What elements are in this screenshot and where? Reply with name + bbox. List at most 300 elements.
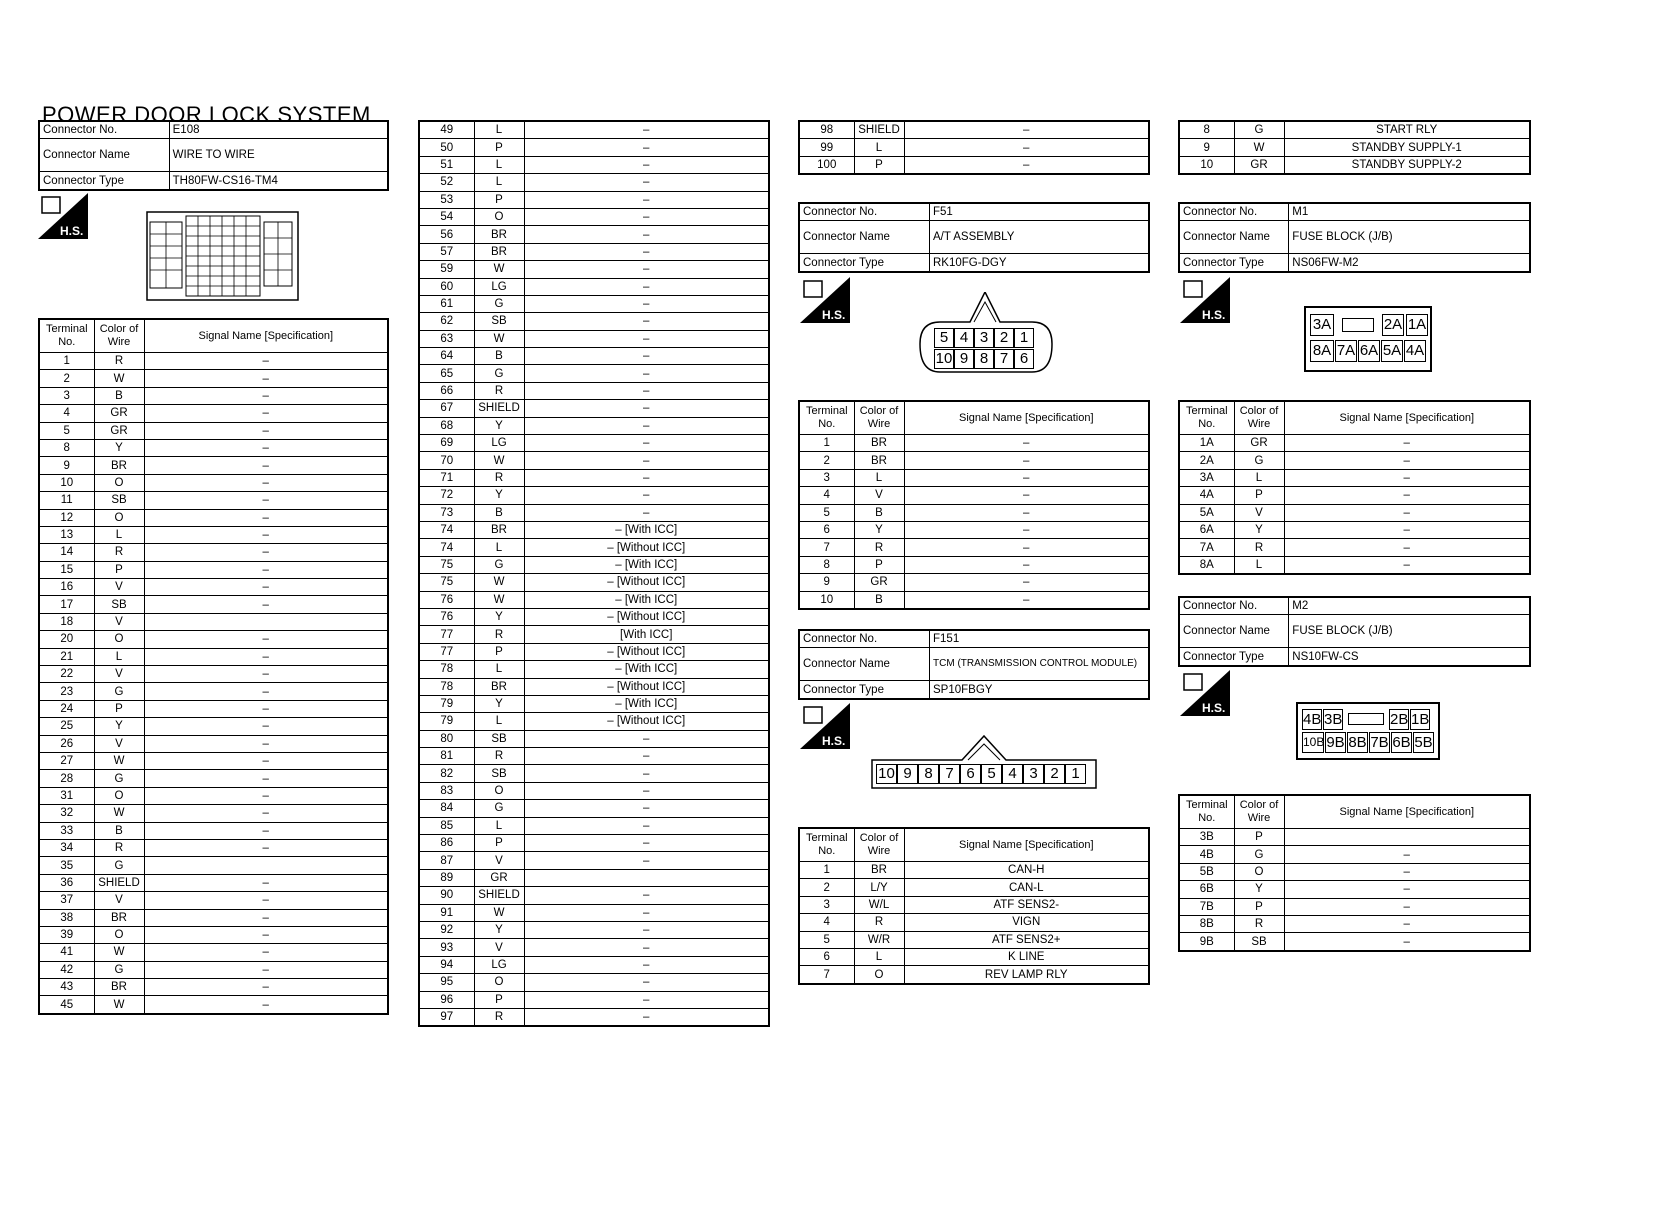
table-row (419, 539, 769, 556)
wire-color-cell: SHIELD (94, 874, 144, 891)
signal-name-cell: – [With ICC] (524, 591, 769, 608)
pin-row (934, 328, 1038, 348)
wire-color-cell: R (1234, 539, 1284, 556)
pin: 1 (1065, 764, 1086, 784)
signal-name-cell: – (144, 422, 388, 439)
signal-name-cell: – (524, 504, 769, 521)
wire-color-cell: W (94, 944, 144, 961)
signal-name-cell: – (1284, 539, 1530, 556)
table-row (39, 926, 388, 943)
wire-color-cell: O (1234, 863, 1284, 880)
pin: 1A (1406, 314, 1428, 336)
wire-color-cell: BR (474, 521, 524, 538)
connector-f151-table-cont (1178, 120, 1531, 175)
table-row (419, 661, 769, 678)
terminal-no-cell: 20 (39, 631, 94, 648)
wire-color-cell: G (474, 295, 524, 312)
terminal-no-cell: 4B (1179, 846, 1234, 863)
terminal-no-cell: 7 (799, 539, 854, 556)
signal-name-cell: – (524, 1008, 769, 1026)
terminal-no-cell: 9 (1179, 139, 1234, 156)
terminal-no-cell: 32 (39, 805, 94, 822)
connector-f51-table (798, 400, 1150, 610)
terminal-no-cell: 72 (419, 487, 474, 504)
connector-type-value: TH80FW-CS16-TM4 (169, 172, 388, 190)
terminal-no-cell: 92 (419, 921, 474, 938)
table-row (419, 243, 769, 260)
table-row (799, 556, 1149, 573)
signal-name-cell: – (1284, 452, 1530, 469)
signal-name-cell: – (524, 800, 769, 817)
terminal-no-cell: 61 (419, 295, 474, 312)
pin: 7A (1335, 340, 1357, 362)
connector-f151-info (798, 629, 1150, 700)
table-row (419, 695, 769, 712)
signal-name-cell: – (144, 405, 388, 422)
table-row (1179, 121, 1530, 139)
table-row (39, 648, 388, 665)
harness-side-icon (800, 703, 850, 749)
connector-f151-diagram (870, 734, 1098, 790)
terminal-no-cell: 65 (419, 365, 474, 382)
terminal-no-cell: 86 (419, 835, 474, 852)
signal-name-cell: – (1284, 487, 1530, 504)
signal-name-cell: – (144, 718, 388, 735)
terminal-no-cell: 35 (39, 857, 94, 874)
signal-name-cell: STANDBY SUPPLY-2 (1284, 156, 1530, 174)
table-row (39, 700, 388, 717)
signal-name-cell: – (144, 666, 388, 683)
connector-e108-info (38, 120, 389, 191)
label: Connector Type (39, 172, 169, 190)
table-row (1179, 933, 1530, 951)
terminal-no-cell: 3 (39, 387, 94, 404)
signal-name-cell: – (524, 382, 769, 399)
terminal-no-cell: 33 (39, 822, 94, 839)
signal-name-cell: – (904, 121, 1149, 139)
signal-name-cell: – [Without ICC] (524, 713, 769, 730)
table-row (39, 509, 388, 526)
pin-row (1302, 732, 1434, 753)
signal-name-cell: – (524, 261, 769, 278)
signal-name-cell (1284, 829, 1530, 846)
wire-color-cell: W (474, 330, 524, 347)
terminal-no-cell: 74 (419, 539, 474, 556)
table-row (39, 492, 388, 509)
signal-name-cell: – (1284, 915, 1530, 932)
signal-name-cell: – (524, 348, 769, 365)
color-of-wire-header: Color of Wire (1234, 795, 1284, 829)
table-row (419, 521, 769, 538)
pin: 5 (981, 764, 1002, 784)
wire-color-cell: P (854, 156, 904, 174)
terminal-no-cell: 53 (419, 191, 474, 208)
label: Connector Type (1179, 648, 1289, 666)
table-row (419, 852, 769, 869)
pin: 6B (1392, 734, 1411, 751)
wire-color-cell: L (854, 139, 904, 156)
wire-color-cell: O (94, 509, 144, 526)
wire-color-cell: O (94, 474, 144, 491)
table-row (39, 613, 388, 630)
wire-color-cell: W (474, 574, 524, 591)
key-slot (1342, 318, 1374, 332)
table-row (419, 991, 769, 1008)
signal-name-cell: – [Without ICC] (524, 539, 769, 556)
terminal-no-cell: 37 (39, 892, 94, 909)
terminal-no-cell: 24 (39, 700, 94, 717)
terminal-no-cell: 14 (39, 544, 94, 561)
pin: 1 (1014, 328, 1034, 348)
wire-color-cell: L (854, 469, 904, 486)
connector-e108-table-cont (418, 120, 770, 1027)
terminal-no-cell: 39 (39, 926, 94, 943)
connector-no-value: E108 (169, 121, 388, 139)
terminal-no-cell: 49 (419, 121, 474, 139)
pin: 1B (1411, 711, 1430, 728)
signal-name-cell: – (524, 469, 769, 486)
table-row (1179, 556, 1530, 574)
table-row (419, 678, 769, 695)
pin: 2B (1390, 711, 1409, 728)
signal-name-cell: – (144, 509, 388, 526)
signal-name-cell: – (1284, 504, 1530, 521)
terminal-no-cell: 70 (419, 452, 474, 469)
label: Connector Name (799, 648, 930, 681)
wire-color-cell: B (854, 591, 904, 609)
table-row (799, 931, 1149, 948)
signal-name-cell: – (904, 504, 1149, 521)
terminal-no-cell: 98 (799, 121, 854, 139)
terminal-no-cell: 5B (1179, 863, 1234, 880)
pin: 4 (1002, 764, 1023, 784)
table-row (419, 191, 769, 208)
wire-color-cell: R (854, 914, 904, 931)
signal-name-cell: CAN-H (904, 862, 1149, 879)
pin: 3 (974, 328, 994, 348)
signal-name-cell: – (144, 492, 388, 509)
pin: 7 (939, 764, 960, 784)
signal-name-cell: – (144, 596, 388, 613)
table-row (419, 400, 769, 417)
table-row (419, 139, 769, 156)
table-row (419, 713, 769, 730)
table-row (799, 435, 1149, 452)
terminal-no-cell: 7A (1179, 539, 1234, 556)
terminal-no-cell: 9B (1179, 933, 1234, 951)
terminal-no-cell: 87 (419, 852, 474, 869)
signal-name-cell: – (904, 469, 1149, 486)
wire-color-cell: G (1234, 452, 1284, 469)
terminal-no-cell: 99 (799, 139, 854, 156)
wire-color-cell: W/R (854, 931, 904, 948)
table-row (1179, 521, 1530, 538)
table-row (1179, 915, 1530, 932)
pin: 6 (1014, 349, 1034, 369)
terminal-no-cell: 42 (39, 961, 94, 978)
wire-color-cell: Y (854, 521, 904, 538)
signal-name-cell: – (144, 457, 388, 474)
terminal-no-cell: 82 (419, 765, 474, 782)
terminal-no-cell: 57 (419, 243, 474, 260)
table-row (39, 405, 388, 422)
connector-m2-table (1178, 794, 1531, 952)
terminal-no-header: Terminal No. (799, 401, 854, 435)
connector-m1-diagram (1304, 306, 1432, 372)
table-row (39, 526, 388, 543)
terminal-no-cell: 56 (419, 226, 474, 243)
pin: 8 (918, 764, 939, 784)
signal-name-cell: REV LAMP RLY (904, 966, 1149, 984)
table-row (39, 596, 388, 613)
wire-color-cell: SB (1234, 933, 1284, 951)
table-row (39, 579, 388, 596)
signal-name-cell: – (144, 631, 388, 648)
signal-name-cell: – (1284, 556, 1530, 574)
terminal-no-cell: 90 (419, 887, 474, 904)
signal-name-cell: – (144, 979, 388, 996)
label: Connector Name (1179, 221, 1289, 254)
terminal-no-cell: 10 (39, 474, 94, 491)
terminal-no-cell: 69 (419, 435, 474, 452)
signal-name-cell: – (524, 939, 769, 956)
pin: 3 (1023, 764, 1044, 784)
signal-name-cell: – (904, 574, 1149, 591)
table-row (419, 435, 769, 452)
wire-color-cell: W (94, 752, 144, 769)
terminal-no-cell: 2A (1179, 452, 1234, 469)
signal-name-cell: – (524, 748, 769, 765)
table-row (39, 387, 388, 404)
signal-name-cell: – [Without ICC] (524, 574, 769, 591)
signal-name-cell: [With ICC] (524, 626, 769, 643)
signal-name-cell: – (904, 452, 1149, 469)
table-row (799, 469, 1149, 486)
terminal-no-cell: 62 (419, 313, 474, 330)
signal-name-cell: – (144, 909, 388, 926)
terminal-no-cell: 75 (419, 556, 474, 573)
terminal-no-cell: 77 (419, 626, 474, 643)
wire-color-cell: B (94, 822, 144, 839)
terminal-no-cell: 11 (39, 492, 94, 509)
label: Connector Type (1179, 254, 1289, 272)
signal-name-cell: – (144, 735, 388, 752)
terminal-no-cell: 97 (419, 1008, 474, 1026)
terminal-no-cell: 2 (799, 452, 854, 469)
terminal-no-header: Terminal No. (39, 319, 94, 353)
terminal-no-cell: 8 (39, 439, 94, 456)
signal-name-cell: – (524, 782, 769, 799)
signal-name-header: Signal Name [Specification] (1284, 401, 1530, 435)
wire-color-cell: W (1234, 139, 1284, 156)
wire-color-cell: W (474, 452, 524, 469)
terminal-no-cell: 64 (419, 348, 474, 365)
table-row (39, 909, 388, 926)
wire-color-cell: V (94, 892, 144, 909)
signal-name-cell: – (524, 243, 769, 260)
terminal-no-cell: 6B (1179, 881, 1234, 898)
wire-color-cell: BR (474, 226, 524, 243)
wire-color-cell: BR (94, 909, 144, 926)
table-row (419, 348, 769, 365)
connector-e108-diagram (146, 208, 300, 304)
terminal-no-cell: 78 (419, 661, 474, 678)
terminal-no-cell: 4 (39, 405, 94, 422)
signal-name-cell: – [With ICC] (524, 556, 769, 573)
svg-text:H.S.: H.S. (1202, 701, 1226, 715)
table-row (39, 631, 388, 648)
wire-color-cell: P (1234, 487, 1284, 504)
connector-name-value: FUSE BLOCK (J/B) (1289, 221, 1530, 254)
pin-row (1310, 314, 1428, 336)
table-row (39, 735, 388, 752)
table-row (39, 457, 388, 474)
wire-color-cell: G (474, 800, 524, 817)
table-row (419, 469, 769, 486)
wire-color-cell: L (474, 174, 524, 191)
table-row (799, 452, 1149, 469)
signal-name-cell: – (524, 887, 769, 904)
terminal-no-cell: 9 (799, 574, 854, 591)
wire-color-cell: GR (854, 574, 904, 591)
terminal-no-cell: 94 (419, 956, 474, 973)
table-row (419, 452, 769, 469)
terminal-no-cell: 10 (1179, 156, 1234, 174)
signal-name-cell: – (144, 579, 388, 596)
terminal-no-cell: 52 (419, 174, 474, 191)
table-row (799, 879, 1149, 896)
terminal-no-cell: 75 (419, 574, 474, 591)
pin: 8A (1310, 340, 1334, 362)
signal-name-cell: – (524, 921, 769, 938)
terminal-no-cell: 85 (419, 817, 474, 834)
table-row (39, 718, 388, 735)
terminal-no-cell: 77 (419, 643, 474, 660)
terminal-no-cell: 79 (419, 695, 474, 712)
terminal-no-cell: 18 (39, 613, 94, 630)
wire-color-cell: P (94, 561, 144, 578)
wire-color-cell: P (474, 643, 524, 660)
signal-name-cell: – (144, 474, 388, 491)
label: Connector Name (1179, 615, 1289, 648)
signal-name-header: Signal Name [Specification] (144, 319, 388, 353)
color-of-wire-header: Color of Wire (1234, 401, 1284, 435)
terminal-no-cell: 1A (1179, 435, 1234, 452)
terminal-no-cell: 2 (799, 879, 854, 896)
pin: 9B (1326, 734, 1345, 751)
terminal-no-cell: 93 (419, 939, 474, 956)
wire-color-cell: B (854, 504, 904, 521)
signal-name-cell: – (524, 835, 769, 852)
connector-no-value: M1 (1289, 203, 1530, 221)
table-row (419, 921, 769, 938)
pin: 6A (1358, 340, 1380, 362)
terminal-no-cell: 96 (419, 991, 474, 1008)
terminal-no-cell: 13 (39, 526, 94, 543)
terminal-no-cell: 23 (39, 683, 94, 700)
wire-color-cell: G (94, 857, 144, 874)
terminal-no-cell: 3 (799, 896, 854, 913)
signal-name-cell: VIGN (904, 914, 1149, 931)
terminal-no-header: Terminal No. (1179, 401, 1234, 435)
connector-m1-info (1178, 202, 1531, 273)
terminal-no-cell: 15 (39, 561, 94, 578)
harness-side-icon (38, 193, 88, 239)
wire-color-cell: BR (854, 452, 904, 469)
connector-name-value: WIRE TO WIRE (169, 139, 388, 172)
wire-color-cell: Y (474, 695, 524, 712)
label: Connector No. (799, 630, 930, 648)
wire-color-cell: V (1234, 504, 1284, 521)
pin: 10 (935, 350, 953, 367)
signal-name-cell: – (524, 956, 769, 973)
color-of-wire-header: Color of Wire (854, 828, 904, 862)
terminal-no-cell: 6A (1179, 521, 1234, 538)
table-row (39, 752, 388, 769)
wire-color-cell: BR (474, 678, 524, 695)
signal-name-cell (144, 613, 388, 630)
wire-color-cell: P (474, 835, 524, 852)
signal-name-cell: – (524, 191, 769, 208)
wire-color-cell: L (474, 713, 524, 730)
terminal-no-cell: 63 (419, 330, 474, 347)
table-row (419, 817, 769, 834)
connector-no-value: M2 (1289, 597, 1530, 615)
signal-name-cell: – (904, 156, 1149, 174)
table-row (39, 422, 388, 439)
wire-color-cell: Y (474, 417, 524, 434)
signal-name-cell: – [With ICC] (524, 661, 769, 678)
signal-name-header: Signal Name [Specification] (904, 401, 1149, 435)
table-row (419, 939, 769, 956)
signal-name-cell: – (524, 313, 769, 330)
terminal-no-cell: 6 (799, 521, 854, 538)
connector-type-value: NS06FW-M2 (1289, 254, 1530, 272)
table-row (419, 313, 769, 330)
wire-color-cell: W/L (854, 896, 904, 913)
table-row (1179, 846, 1530, 863)
signal-name-cell: – (524, 435, 769, 452)
table-row (799, 487, 1149, 504)
terminal-no-cell: 59 (419, 261, 474, 278)
terminal-no-cell: 89 (419, 869, 474, 886)
signal-name-cell: – [Without ICC] (524, 678, 769, 695)
table-row (799, 914, 1149, 931)
table-row (419, 208, 769, 225)
signal-name-cell: – (144, 700, 388, 717)
table-row (799, 539, 1149, 556)
signal-name-cell (524, 869, 769, 886)
wire-color-cell: LG (474, 278, 524, 295)
table-row (39, 439, 388, 456)
wire-color-cell: SHIELD (474, 400, 524, 417)
label: Connector Name (799, 221, 930, 254)
wire-color-cell: G (474, 556, 524, 573)
signal-name-cell: – (144, 683, 388, 700)
wire-color-cell: W (94, 370, 144, 387)
terminal-no-cell: 73 (419, 504, 474, 521)
wire-color-cell: O (94, 926, 144, 943)
connector-f51-info (798, 202, 1150, 273)
table-row (39, 544, 388, 561)
wire-color-cell: LG (474, 956, 524, 973)
signal-name-cell: – (524, 330, 769, 347)
signal-name-cell: – (144, 874, 388, 891)
signal-name-cell: – [With ICC] (524, 695, 769, 712)
terminal-no-cell: 10 (799, 591, 854, 609)
wire-color-cell: GR (1234, 435, 1284, 452)
wire-color-cell: O (94, 631, 144, 648)
